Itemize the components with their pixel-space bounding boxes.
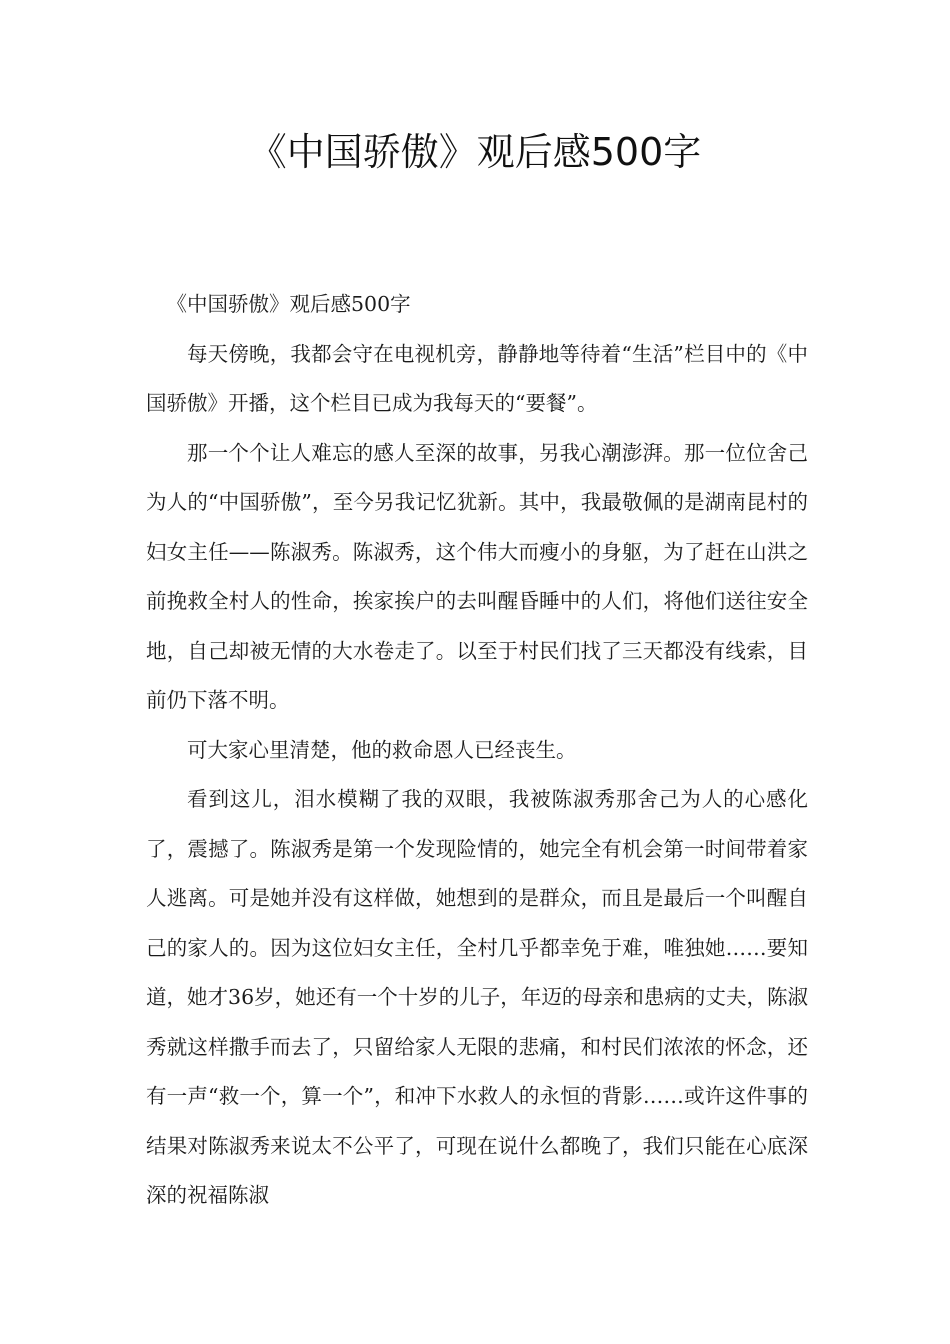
paragraph-1: 每天傍晚，我都会守在电视机旁，静静地等待着“生活”栏目中的《中国骄傲》开播，这个栏目已成为我每天的“要餐”。 (146, 341, 808, 415)
paragraph-2: 那一个个让人难忘的感人至深的故事，另我心潮澎湃。那一位位舍己为人的“中国骄傲”，至今另我记忆犹新。其中，我最敬佩的是湖南昆村的妇女主任——陈淑秀。陈淑秀，这个伟大而瘦小的身躯，为了赶在山洪之前挽救全村人的性命，挨家挨户的去叫醒昏睡中的人们，将他们送往安全地，自己却被无情的大水卷走了。以至于村民们找了三天都没有线索，目前仍下落不明。 (146, 440, 808, 712)
paragraph-4: 看到这儿，泪水模糊了我的双眼，我被陈淑秀那舍己为人的心感化了，震撼了。陈淑秀是第一个发现险情的，她完全有机会第一时间带着家人逃离。可是她并没有这样做，她想到的是群众，而且是最后一个叫醒自己的家人的。因为这位妇女主任，全村几乎都幸免于难，唯独她……要知道，她才36岁，她还有一个十岁的儿子，年迈的母亲和患病的丈夫，陈淑秀就这样撒手而去了，只留给家人无限的悲痛，和村民们浓浓的怀念，还有一声“救一个，算一个”，和冲下水救人的永恒的背影……或许这件事的结果对陈淑秀来说太不公平了，可现在说什么都晚了，我们只能在心底深深的祝福陈淑 (146, 787, 808, 1207)
paragraph-3: 可大家心里清楚，他的救命恩人已经丧生。 (187, 737, 577, 762)
document-body (146, 280, 808, 1221)
document-title: 《中国骄傲》观后感500字 (248, 130, 702, 174)
subtitle-paragraph: 《中国骄傲》观后感500字 (166, 292, 411, 316)
